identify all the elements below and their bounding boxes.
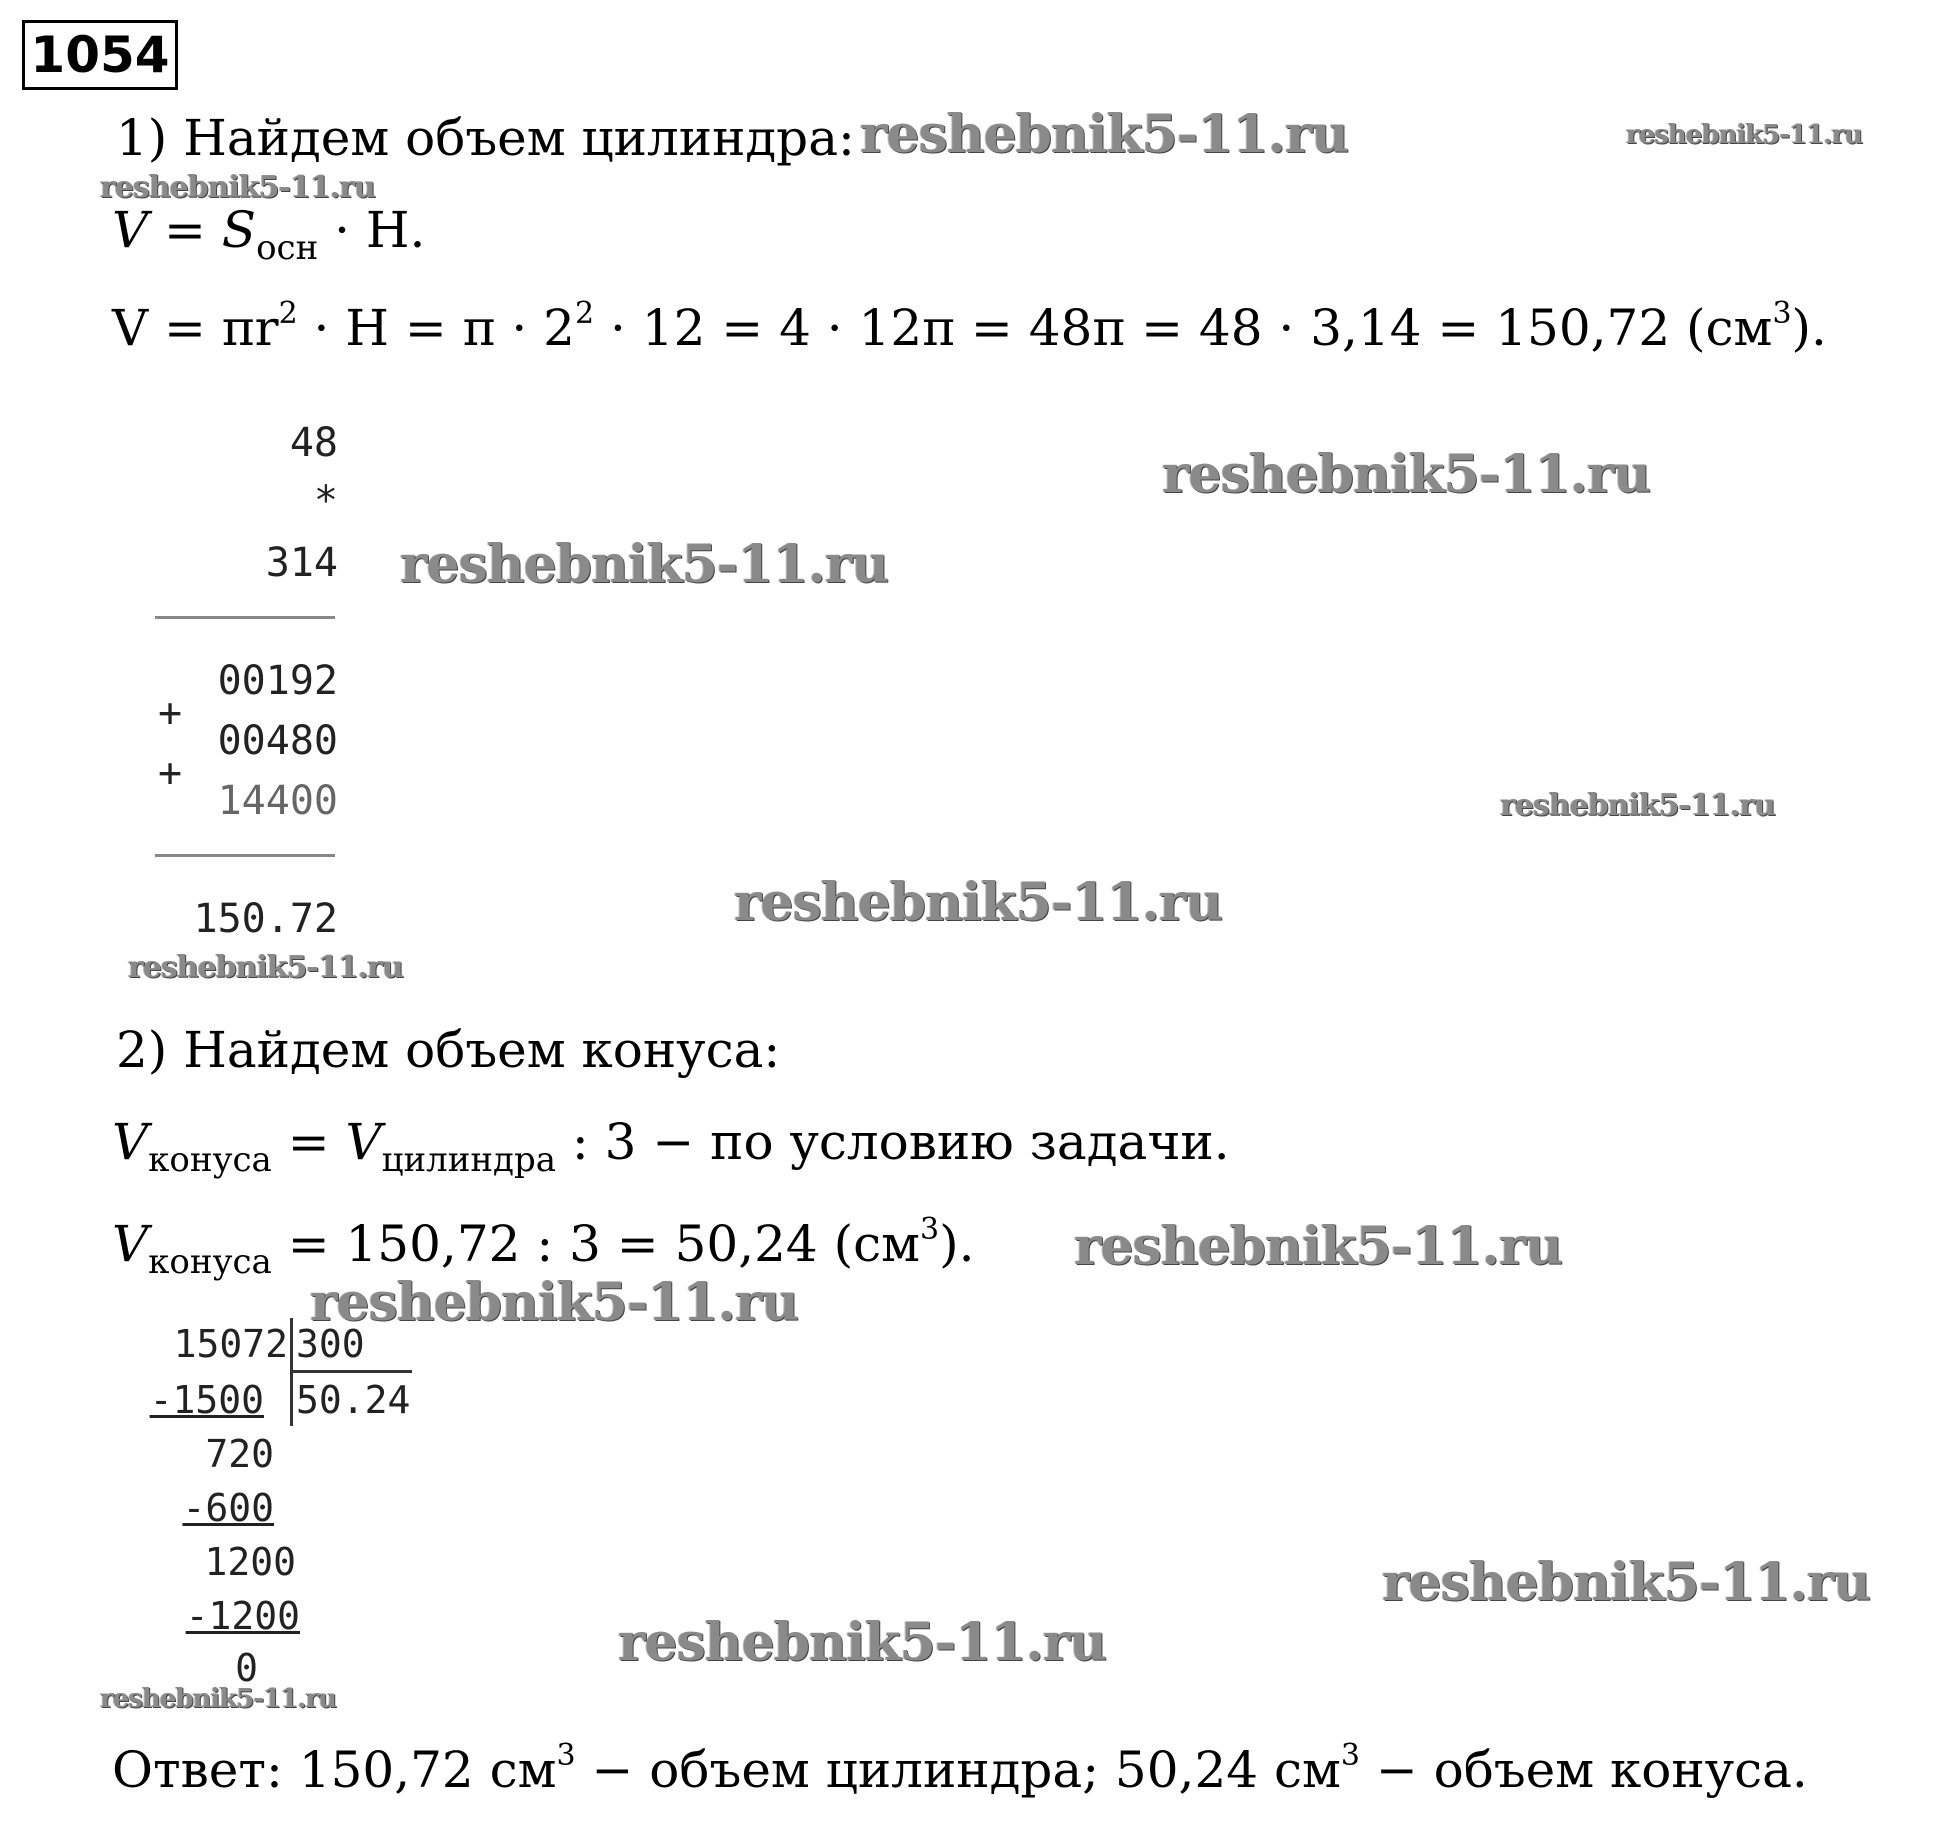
- watermark: reshebnik5-11.ru: [1500, 788, 1775, 823]
- formula-rest: · H.: [318, 201, 426, 259]
- answer-a: Ответ: 150,72 см: [112, 1741, 557, 1799]
- problem-number: 1054: [22, 20, 178, 90]
- answer-line: [112, 1740, 1808, 1800]
- formula-eq: =: [148, 201, 222, 259]
- formula-volume: [112, 200, 426, 268]
- calc-volume: [112, 298, 1827, 358]
- div-quotient: 50.24: [296, 1378, 411, 1422]
- calc-b: · H = π · 2: [297, 299, 575, 357]
- div-step-6: 0: [235, 1646, 258, 1690]
- watermark: reshebnik5-11.ru: [734, 872, 1223, 933]
- watermark: reshebnik5-11.ru: [310, 1272, 799, 1333]
- cone-relation: [112, 1112, 1230, 1180]
- mult-row-2: 00480: [217, 718, 338, 764]
- formula-s: S: [221, 201, 257, 259]
- watermark: reshebnik5-11.ru: [100, 1684, 337, 1714]
- step1-heading: 1) Найдем объем цилиндра:: [116, 109, 855, 167]
- div-step-5: -1200: [185, 1594, 300, 1638]
- calc-sup2: 2: [574, 296, 595, 331]
- res-sup: 3: [920, 1212, 940, 1247]
- cone-result: [112, 1212, 975, 1282]
- calc-sup3: 3: [1772, 296, 1792, 331]
- watermark: reshebnik5-11.ru: [618, 1612, 1107, 1673]
- div-dividend: 15072: [173, 1322, 288, 1366]
- res-sub: конуса: [148, 1242, 272, 1282]
- watermark: reshebnik5-11.ru: [1162, 444, 1651, 505]
- div-step-3: -600: [182, 1486, 274, 1530]
- answer-sup2: 3: [1340, 1738, 1360, 1773]
- watermark: reshebnik5-11.ru: [400, 534, 889, 595]
- watermark: reshebnik5-11.ru: [1074, 1216, 1563, 1277]
- calc-c: · 12 = 4 · 12π = 48π = 48 · 3,14 = 150,72 (см: [594, 299, 1773, 357]
- answer-c: − объем конуса.: [1359, 1741, 1808, 1799]
- mult-second: 314: [265, 540, 338, 586]
- formula-sub: осн: [256, 228, 319, 268]
- mult-rule-2: [155, 854, 335, 857]
- calc-a: V = πr: [112, 299, 279, 357]
- watermark: reshebnik5-11.ru: [128, 950, 403, 985]
- div-divisor-rule: [292, 1370, 412, 1373]
- calc-sup1: 2: [278, 296, 298, 331]
- rel-rest: : 3 − по условию задачи.: [556, 1113, 1230, 1171]
- mult-top: 48: [289, 420, 338, 466]
- res-v: V: [112, 1215, 149, 1273]
- div-step-1: -1500: [149, 1378, 264, 1422]
- mult-op: *: [313, 478, 338, 524]
- mult-plus-2: +: [158, 750, 183, 796]
- res-rest: = 150,72 : 3 = 50,24 (см: [271, 1215, 921, 1273]
- mult-rule-1: [155, 616, 335, 619]
- watermark: reshebnik5-11.ru: [100, 170, 375, 205]
- mult-plus-1: +: [158, 690, 183, 736]
- step2-heading: 2) Найдем объем конуса:: [116, 1021, 781, 1079]
- calc-d: ).: [1791, 299, 1827, 357]
- rel-sub1: конуса: [148, 1140, 272, 1180]
- formula-v: V: [112, 201, 149, 259]
- mult-row-3: 14400: [217, 778, 338, 824]
- mult-result: 150.72: [193, 896, 338, 942]
- watermark: reshebnik5-11.ru: [1382, 1552, 1871, 1613]
- watermark: reshebnik5-11.ru: [1626, 120, 1863, 150]
- answer-b: − объем цилиндра; 50,24 см: [575, 1741, 1341, 1799]
- answer-sup1: 3: [556, 1738, 576, 1773]
- res-end: ).: [939, 1215, 975, 1273]
- div-step-4: 1200: [204, 1540, 296, 1584]
- rel-eq: =: [271, 1113, 346, 1171]
- div-step-2: 720: [205, 1432, 274, 1476]
- rel-v1: V: [112, 1113, 149, 1171]
- div-divisor: 300: [296, 1322, 365, 1366]
- mult-row-1: 00192: [217, 658, 338, 704]
- watermark: reshebnik5-11.ru: [860, 104, 1349, 165]
- rel-v2: V: [345, 1113, 382, 1171]
- rel-sub2: цилиндра: [381, 1140, 557, 1180]
